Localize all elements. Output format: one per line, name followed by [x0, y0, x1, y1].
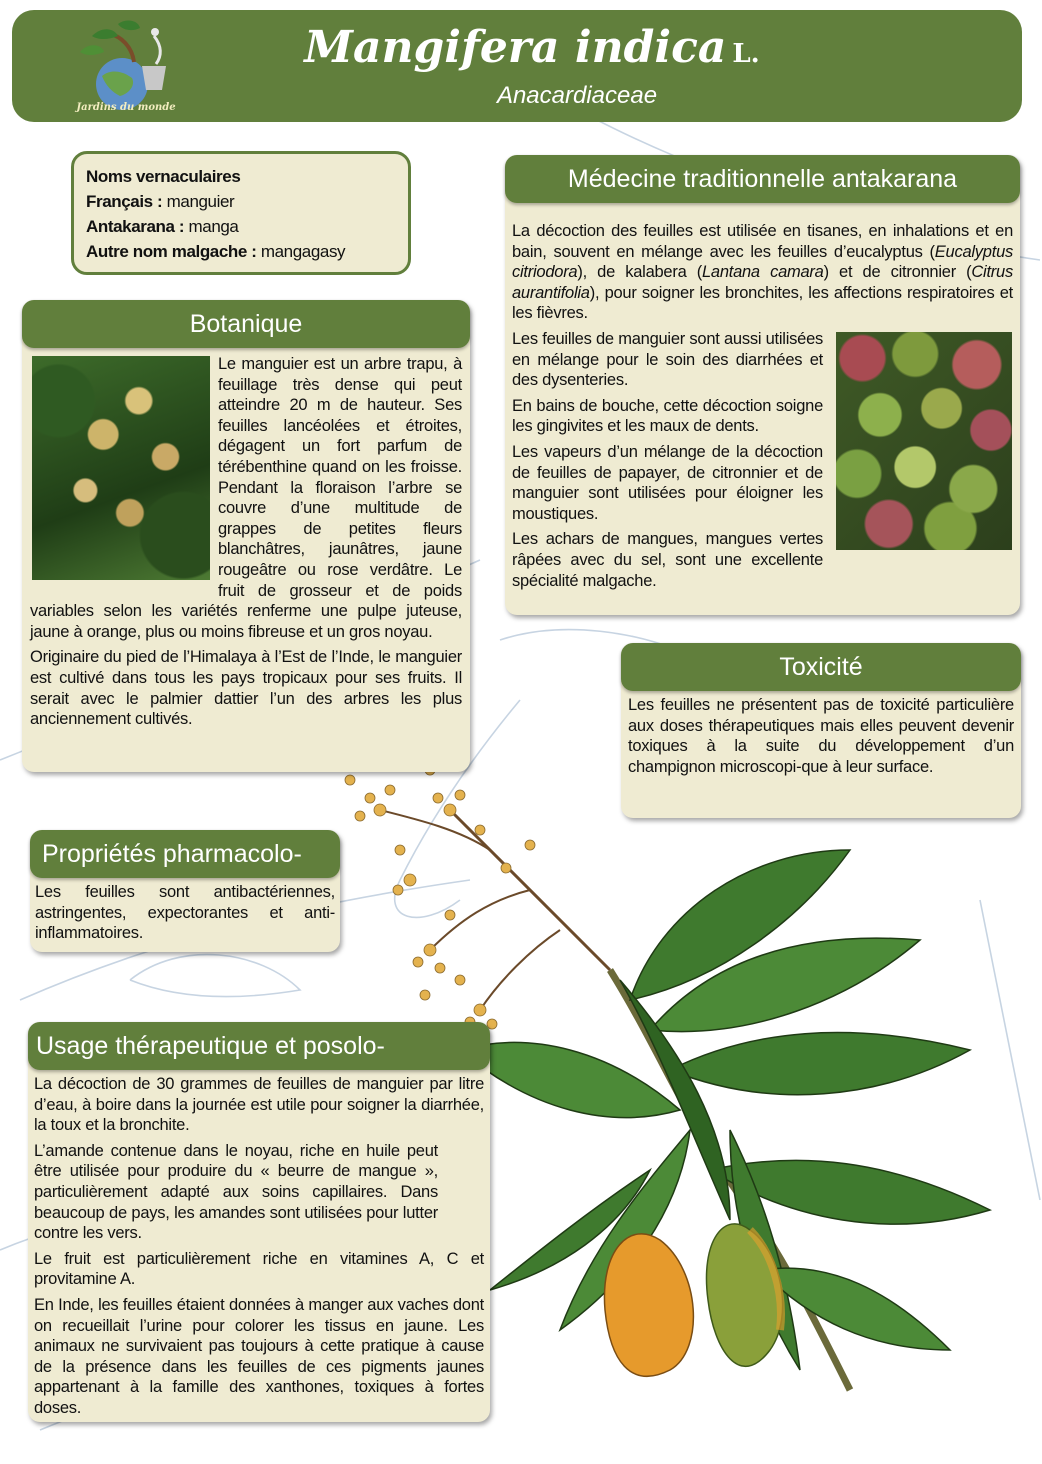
usage-title: Usage thérapeutique et posolo-: [28, 1022, 490, 1070]
medecine-text-2: Les feuilles de manguier sont aussi utilisées en mélange pour le soin des diarrhées et des dysenteries.: [512, 329, 823, 390]
vernacular-heading: Noms vernaculaires: [86, 167, 241, 186]
botanique-text-1: Le manguier est un arbre trapu, à feuillage très dense qui peut atteindre 20 m de hauteur. Ses feuilles lancéolées et étroites, dégagent un fort parfum de térébenthine quand on les froisse. Pendant la floraison l’arbre se couvre d’une multitude de grappes de petites fleurs blanchâtres, jaunâtres, jaune rougeâtre: [218, 355, 462, 579]
botanique-title: Botanique: [22, 300, 470, 348]
page-title: [252, 22, 812, 73]
botanique-text-2: Originaire du pied de l’Himalaya à l’Est de l’Inde, le manguier est cultivé dans tous les pays tropicaux pour ses fruits. Il serait avec le palmier dattier l’un des arbres les plus anciennement cultivés.: [30, 648, 462, 729]
vernacular-mg-label: Autre nom malgache :: [86, 242, 257, 261]
botanique-text-1b: ou rose verdâtre. Le fruit de grosseur et de poids variables selon les variétés renferme une pulpe juteuse, jaune à orange, plus ou moins fibreuse et un gros noyau.: [30, 560, 462, 641]
mango-fruit-icon: [604, 1224, 782, 1376]
usage-section: [28, 1022, 490, 1422]
mango-flowers-photo: [32, 356, 210, 580]
vernacular-names-box: [71, 151, 411, 275]
toxicite-section: [621, 643, 1021, 818]
usage-text-4: En Inde, les feuilles étaient données à manger aux vaches dont on recueillait l’urine pour colorer les tissus en jaune. Les animaux ne survivaient pas toujours à cette pratique à cause de la présence dans les feuilles de ces pigments jaunes appartenant à la famille des xanthones, toxiques à fortes doses.: [34, 1295, 484, 1417]
proprietes-body: [30, 878, 340, 944]
toxicite-text-1: Les feuilles ne présentent pas de toxicité particulière aux doses thérapeutiques mais elles peuvent devenir toxiques à la suite du développement d’un champignon microscopi-que à leur surface.: [628, 696, 1014, 776]
species-name: Mangifera indica: [304, 22, 727, 73]
vernacular-mg-value: mangagasy: [256, 242, 346, 261]
header-banner: [12, 10, 1022, 122]
vernacular-ak-value: manga: [184, 217, 239, 236]
vernacular-fr-label: Français :: [86, 192, 163, 211]
medecine-title: Médecine traditionnelle antakarana: [505, 155, 1020, 203]
usage-body: [28, 1070, 490, 1419]
medecine-text-1: La décoction des feuilles est utilisée en tisanes, en inhalations et en bain, souvent en mélange avec les feuilles d’eucalyptus (Eucalyptus citriodora), de kalabera (Lantana camara) et de citronnier (Citrus aurantifolia), pour soigner les bronchites, les affections respiratoires et les fièvres.: [512, 222, 1013, 323]
usage-text-2: L’amande contenue dans le noyau, riche en huile peut être utilisée pour produire du « beurre de mangue », particulièrement adapté aux soins capillaires. Dans beaucoup de pays, les amandes sont utilisées pour lutter contre les vers.: [34, 1141, 438, 1243]
medecine-text-5: Les achars de mangues, mangues vertes râpées avec du sel, sont une excellente spécialité malgache.: [512, 530, 823, 590]
proprietes-title: Propriétés pharmacolo-: [30, 830, 340, 878]
toxicite-title: Toxicité: [621, 643, 1021, 691]
proprietes-text-1: Les feuilles sont antibactériennes, astringentes, expectorantes et anti-inflammatoires.: [35, 883, 335, 943]
vernacular-ak-label: Antakarana :: [86, 217, 185, 236]
vernacular-fr-value: manguier: [162, 192, 235, 211]
flower-cluster-icon: [345, 765, 610, 1029]
logo-text: Jardins du monde: [76, 102, 176, 113]
family-name: Anacardiaceae: [496, 82, 658, 109]
medecine-text-4: Les vapeurs d’un mélange de la décoction de feuilles de papayer, de citronnier et de manguier sont utilisées pour éloigner les moustiques.: [512, 442, 823, 523]
medecine-text-3: En bains de bouche, cette décoction soigne les gingivites et les maux de dents.: [512, 396, 823, 436]
proprietes-section: [30, 830, 340, 952]
species-author: L.: [732, 39, 760, 69]
toxicite-body: [621, 691, 1021, 777]
usage-text-3: Le fruit est particulièrement riche en vitamines A, C et provitamine A.: [34, 1249, 484, 1289]
mangoes-photo: [836, 332, 1012, 550]
usage-text-1: La décoction de 30 grammes de feuilles de manguier par litre d’eau, à boire dans la journée est utile pour soigner la diarrhée, la toux et la bronchite.: [34, 1075, 484, 1135]
